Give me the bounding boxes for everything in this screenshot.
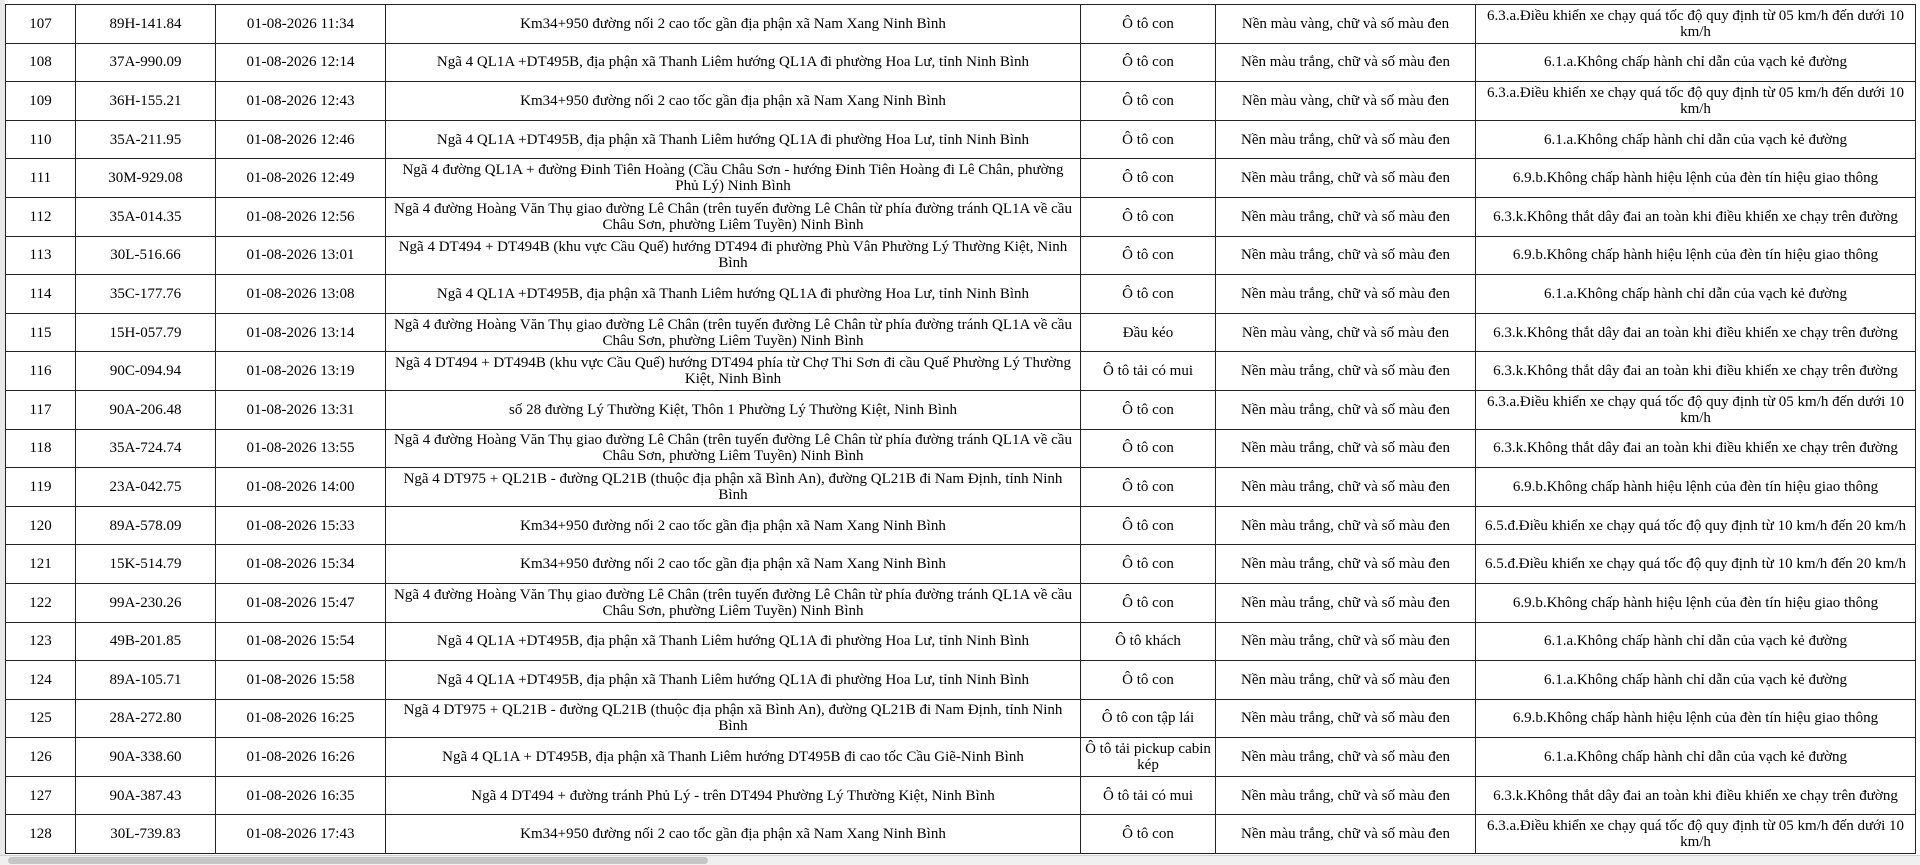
row-number-cell[interactable]: 128 [6, 815, 76, 854]
row-number-cell[interactable]: 113 [6, 236, 76, 275]
license-plate-cell[interactable]: 90A-387.43 [76, 776, 216, 815]
location-cell[interactable]: Ngã 4 DT975 + QL21B - đường QL21B (thuộc địa phận xã Bình An), đường QL21B đi Nam Định, tỉnh Ninh Bình [386, 699, 1081, 738]
timestamp-cell[interactable]: 01-08-2026 15:47 [216, 583, 386, 622]
violation-cell[interactable]: 6.3.k.Không thắt dây đai an toàn khi điều khiển xe chạy trên đường [1476, 352, 1916, 391]
table-row [6, 197, 1916, 236]
row-number-cell[interactable]: 116 [6, 352, 76, 391]
location-cell[interactable]: Ngã 4 DT494 + DT494B (khu vực Cầu Quế) hướng DT494 đi phường Phù Vân Phường Lý Thường Kiệt, Ninh Bình [386, 236, 1081, 275]
row-number-cell[interactable]: 109 [6, 82, 76, 121]
location-cell[interactable]: Km34+950 đường nối 2 cao tốc gần địa phận xã Nam Xang Ninh Bình [386, 545, 1081, 584]
timestamp-cell[interactable]: 01-08-2026 13:01 [216, 236, 386, 275]
table-row [6, 429, 1916, 468]
license-plate-cell[interactable]: 28A-272.80 [76, 699, 216, 738]
license-plate-cell[interactable]: 49B-201.85 [76, 622, 216, 661]
license-plate-cell[interactable]: 15H-057.79 [76, 313, 216, 352]
table-row [6, 545, 1916, 584]
vehicle-type-cell[interactable]: Ô tô con tập lái [1081, 699, 1216, 738]
violation-cell[interactable]: 6.9.b.Không chấp hành hiệu lệnh của đèn tín hiệu giao thông [1476, 583, 1916, 622]
license-plate-cell[interactable]: 15K-514.79 [76, 545, 216, 584]
vehicle-type-cell[interactable]: Ô tô con [1081, 468, 1216, 507]
row-number-cell[interactable]: 108 [6, 43, 76, 82]
vehicle-type-cell[interactable]: Ô tô tải pickup cabin kép [1081, 738, 1216, 777]
plate-color-cell[interactable]: Nền màu trắng, chữ và số màu đen [1216, 738, 1476, 777]
violation-cell[interactable]: 6.3.k.Không thắt dây đai an toàn khi điều khiển xe chạy trên đường [1476, 313, 1916, 352]
license-plate-cell[interactable]: 90A-206.48 [76, 390, 216, 429]
plate-color-cell[interactable]: Nền màu trắng, chữ và số màu đen [1216, 390, 1476, 429]
row-number-cell[interactable]: 122 [6, 583, 76, 622]
plate-color-cell[interactable]: Nền màu vàng, chữ và số màu đen [1216, 82, 1476, 121]
plate-color-cell[interactable]: Nền màu trắng, chữ và số màu đen [1216, 120, 1476, 159]
vehicle-type-cell[interactable]: Ô tô con [1081, 390, 1216, 429]
row-number-cell[interactable]: 120 [6, 506, 76, 545]
violation-cell[interactable]: 6.3.a.Điều khiển xe chạy quá tốc độ quy định từ 05 km/h đến dưới 10 km/h [1476, 82, 1916, 121]
location-cell[interactable]: Km34+950 đường nối 2 cao tốc gần địa phận xã Nam Xang Ninh Bình [386, 5, 1081, 44]
timestamp-cell[interactable]: 01-08-2026 15:54 [216, 622, 386, 661]
violation-cell[interactable]: 6.9.b.Không chấp hành hiệu lệnh của đèn tín hiệu giao thông [1476, 236, 1916, 275]
violation-cell[interactable]: 6.1.a.Không chấp hành chỉ dẫn của vạch kẻ đường [1476, 275, 1916, 314]
timestamp-cell[interactable]: 01-08-2026 15:58 [216, 661, 386, 700]
violation-cell[interactable]: 6.3.a.Điều khiển xe chạy quá tốc độ quy định từ 05 km/h đến dưới 10 km/h [1476, 815, 1916, 854]
vehicle-type-cell[interactable]: Ô tô con [1081, 583, 1216, 622]
license-plate-cell[interactable]: 90A-338.60 [76, 738, 216, 777]
vehicle-type-cell[interactable]: Ô tô con [1081, 236, 1216, 275]
location-cell[interactable]: Ngã 4 đường Hoàng Văn Thụ giao đường Lê Chân (trên tuyến đường Lê Chân từ phía đường tránh QL1A về cầu Châu Sơn, phường Liêm Tuyền) Ninh Bình [386, 197, 1081, 236]
table-row [6, 275, 1916, 314]
violation-cell[interactable]: 6.3.k.Không thắt dây đai an toàn khi điều khiển xe chạy trên đường [1476, 429, 1916, 468]
location-cell[interactable]: Km34+950 đường nối 2 cao tốc gần địa phận xã Nam Xang Ninh Bình [386, 82, 1081, 121]
timestamp-cell[interactable]: 01-08-2026 16:25 [216, 699, 386, 738]
row-number-cell[interactable]: 115 [6, 313, 76, 352]
row-number-cell[interactable]: 124 [6, 661, 76, 700]
table-row [6, 506, 1916, 545]
timestamp-cell[interactable]: 01-08-2026 16:35 [216, 776, 386, 815]
location-cell[interactable]: Km34+950 đường nối 2 cao tốc gần địa phận xã Nam Xang Ninh Bình [386, 815, 1081, 854]
table-row [6, 159, 1916, 198]
location-cell[interactable]: Ngã 4 QL1A +DT495B, địa phận xã Thanh Liêm hướng QL1A đi phường Hoa Lư, tỉnh Ninh Bình [386, 275, 1081, 314]
vehicle-type-cell[interactable]: Đầu kéo [1081, 313, 1216, 352]
plate-color-cell[interactable]: Nền màu trắng, chữ và số màu đen [1216, 661, 1476, 700]
violation-cell[interactable]: 6.1.a.Không chấp hành chỉ dẫn của vạch kẻ đường [1476, 622, 1916, 661]
timestamp-cell[interactable]: 01-08-2026 12:46 [216, 120, 386, 159]
row-number-cell[interactable]: 112 [6, 197, 76, 236]
row-number-cell[interactable]: 110 [6, 120, 76, 159]
violation-cell[interactable]: 6.1.a.Không chấp hành chỉ dẫn của vạch kẻ đường [1476, 738, 1916, 777]
vehicle-type-cell[interactable]: Ô tô con [1081, 661, 1216, 700]
license-plate-cell[interactable]: 36H-155.21 [76, 82, 216, 121]
license-plate-cell[interactable]: 35A-014.35 [76, 197, 216, 236]
license-plate-cell[interactable]: 89H-141.84 [76, 5, 216, 44]
violation-cell[interactable]: 6.1.a.Không chấp hành chỉ dẫn của vạch kẻ đường [1476, 120, 1916, 159]
plate-color-cell[interactable]: Nền màu trắng, chữ và số màu đen [1216, 815, 1476, 854]
violation-cell[interactable]: 6.5.đ.Điều khiển xe chạy quá tốc độ quy định từ 10 km/h đến 20 km/h [1476, 506, 1916, 545]
vehicle-type-cell[interactable]: Ô tô tải có mui [1081, 776, 1216, 815]
table-row [6, 120, 1916, 159]
row-number-cell[interactable]: 123 [6, 622, 76, 661]
plate-color-cell[interactable]: Nền màu trắng, chữ và số màu đen [1216, 43, 1476, 82]
location-cell[interactable]: Ngã 4 đường Hoàng Văn Thụ giao đường Lê Chân (trên tuyến đường Lê Chân từ phía đường tránh QL1A về cầu Châu Sơn, phường Liêm Tuyền) Ninh Bình [386, 429, 1081, 468]
table-row [6, 313, 1916, 352]
timestamp-cell[interactable]: 01-08-2026 13:14 [216, 313, 386, 352]
table-row [6, 5, 1916, 44]
location-cell[interactable]: Ngã 4 QL1A +DT495B, địa phận xã Thanh Liêm hướng QL1A đi phường Hoa Lư, tỉnh Ninh Bình [386, 43, 1081, 82]
plate-color-cell[interactable]: Nền màu vàng, chữ và số màu đen [1216, 313, 1476, 352]
table-row [6, 583, 1916, 622]
timestamp-cell[interactable]: 01-08-2026 12:49 [216, 159, 386, 198]
row-number-cell[interactable]: 114 [6, 275, 76, 314]
license-plate-cell[interactable]: 35C-177.76 [76, 275, 216, 314]
horizontal-scrollbar[interactable] [0, 855, 1920, 865]
timestamp-cell[interactable]: 01-08-2026 13:08 [216, 275, 386, 314]
table-row [6, 43, 1916, 82]
plate-color-cell[interactable]: Nền màu trắng, chữ và số màu đen [1216, 236, 1476, 275]
location-cell[interactable]: Ngã 4 DT975 + QL21B - đường QL21B (thuộc địa phận xã Bình An), đường QL21B đi Nam Định, tỉnh Ninh Bình [386, 468, 1081, 507]
license-plate-cell[interactable]: 89A-105.71 [76, 661, 216, 700]
plate-color-cell[interactable]: Nền màu trắng, chữ và số màu đen [1216, 776, 1476, 815]
plate-color-cell[interactable]: Nền màu trắng, chữ và số màu đen [1216, 468, 1476, 507]
violation-cell[interactable]: 6.9.b.Không chấp hành hiệu lệnh của đèn tín hiệu giao thông [1476, 699, 1916, 738]
timestamp-cell[interactable]: 01-08-2026 13:19 [216, 352, 386, 391]
vehicle-type-cell[interactable]: Ô tô con [1081, 82, 1216, 121]
plate-color-cell[interactable]: Nền màu trắng, chữ và số màu đen [1216, 583, 1476, 622]
plate-color-cell[interactable]: Nền màu trắng, chữ và số màu đen [1216, 622, 1476, 661]
plate-color-cell[interactable]: Nền màu trắng, chữ và số màu đen [1216, 699, 1476, 738]
table-row [6, 390, 1916, 429]
plate-color-cell[interactable]: Nền màu trắng, chữ và số màu đen [1216, 545, 1476, 584]
table-row [6, 738, 1916, 777]
location-cell[interactable]: Ngã 4 DT494 + DT494B (khu vực Cầu Quế) hướng DT494 phía từ Chợ Thi Sơn đi cầu Quế Phường Lý Thường Kiệt, Ninh Bình [386, 352, 1081, 391]
vehicle-type-cell[interactable]: Ô tô con [1081, 120, 1216, 159]
timestamp-cell[interactable]: 01-08-2026 14:00 [216, 468, 386, 507]
violation-cell[interactable]: 6.9.b.Không chấp hành hiệu lệnh của đèn tín hiệu giao thông [1476, 159, 1916, 198]
vehicle-type-cell[interactable]: Ô tô con [1081, 545, 1216, 584]
table-row [6, 82, 1916, 121]
plate-color-cell[interactable]: Nền màu trắng, chữ và số màu đen [1216, 352, 1476, 391]
license-plate-cell[interactable]: 23A-042.75 [76, 468, 216, 507]
location-cell[interactable]: số 28 đường Lý Thường Kiệt, Thôn 1 Phường Lý Thường Kiệt, Ninh Bình [386, 390, 1081, 429]
row-number-cell[interactable]: 119 [6, 468, 76, 507]
location-cell[interactable]: Ngã 4 QL1A +DT495B, địa phận xã Thanh Liêm hướng QL1A đi phường Hoa Lư, tỉnh Ninh Bình [386, 622, 1081, 661]
vehicle-type-cell[interactable]: Ô tô khách [1081, 622, 1216, 661]
table-row [6, 236, 1916, 275]
row-number-cell[interactable]: 117 [6, 390, 76, 429]
license-plate-cell[interactable]: 90C-094.94 [76, 352, 216, 391]
vehicle-type-cell[interactable]: Ô tô con [1081, 159, 1216, 198]
timestamp-cell[interactable]: 01-08-2026 12:43 [216, 82, 386, 121]
vehicle-type-cell[interactable]: Ô tô con [1081, 506, 1216, 545]
violation-cell[interactable]: 6.3.a.Điều khiển xe chạy quá tốc độ quy định từ 05 km/h đến dưới 10 km/h [1476, 5, 1916, 44]
timestamp-cell[interactable]: 01-08-2026 15:34 [216, 545, 386, 584]
license-plate-cell[interactable]: 99A-230.26 [76, 583, 216, 622]
plate-color-cell[interactable]: Nền màu trắng, chữ và số màu đen [1216, 275, 1476, 314]
violation-cell[interactable]: 6.5.đ.Điều khiển xe chạy quá tốc độ quy định từ 10 km/h đến 20 km/h [1476, 545, 1916, 584]
location-cell[interactable]: Ngã 4 đường Hoàng Văn Thụ giao đường Lê Chân (trên tuyến đường Lê Chân từ phía đường tránh QL1A về cầu Châu Sơn, phường Liêm Tuyền) Ninh Bình [386, 313, 1081, 352]
vehicle-type-cell[interactable]: Ô tô con [1081, 429, 1216, 468]
location-cell[interactable]: Ngã 4 QL1A +DT495B, địa phận xã Thanh Liêm hướng QL1A đi phường Hoa Lư, tỉnh Ninh Bình [386, 120, 1081, 159]
row-number-cell[interactable]: 127 [6, 776, 76, 815]
license-plate-cell[interactable]: 35A-724.74 [76, 429, 216, 468]
location-cell[interactable]: Ngã 4 đường QL1A + đường Đinh Tiên Hoàng (Cầu Châu Sơn - hướng Đinh Tiên Hoàng đi Lê Chân, phường Phủ Lý) Ninh Bình [386, 159, 1081, 198]
location-cell[interactable]: Ngã 4 đường Hoàng Văn Thụ giao đường Lê Chân (trên tuyến đường Lê Chân từ phía đường tránh QL1A về cầu Châu Sơn, phường Liêm Tuyền) Ninh Bình [386, 583, 1081, 622]
license-plate-cell[interactable]: 30L-739.83 [76, 815, 216, 854]
timestamp-cell[interactable]: 01-08-2026 12:56 [216, 197, 386, 236]
table-row [6, 815, 1916, 854]
timestamp-cell[interactable]: 01-08-2026 11:34 [216, 5, 386, 44]
timestamp-cell[interactable]: 01-08-2026 12:14 [216, 43, 386, 82]
violation-cell[interactable]: 6.3.a.Điều khiển xe chạy quá tốc độ quy định từ 05 km/h đến dưới 10 km/h [1476, 390, 1916, 429]
license-plate-cell[interactable]: 37A-990.09 [76, 43, 216, 82]
plate-color-cell[interactable]: Nền màu trắng, chữ và số màu đen [1216, 197, 1476, 236]
plate-color-cell[interactable]: Nền màu trắng, chữ và số màu đen [1216, 429, 1476, 468]
row-number-cell[interactable]: 121 [6, 545, 76, 584]
violation-cell[interactable]: 6.9.b.Không chấp hành hiệu lệnh của đèn tín hiệu giao thông [1476, 468, 1916, 507]
table-row [6, 468, 1916, 507]
timestamp-cell[interactable]: 01-08-2026 13:55 [216, 429, 386, 468]
location-cell[interactable]: Ngã 4 QL1A + DT495B, địa phận xã Thanh Liêm hướng DT495B đi cao tốc Cầu Giẽ-Ninh Bình [386, 738, 1081, 777]
timestamp-cell[interactable]: 01-08-2026 13:31 [216, 390, 386, 429]
table-row [6, 622, 1916, 661]
table-row [6, 352, 1916, 391]
license-plate-cell[interactable]: 35A-211.95 [76, 120, 216, 159]
row-number-cell[interactable]: 118 [6, 429, 76, 468]
license-plate-cell[interactable]: 89A-578.09 [76, 506, 216, 545]
location-cell[interactable]: Ngã 4 QL1A +DT495B, địa phận xã Thanh Liêm hướng QL1A đi phường Hoa Lư, tỉnh Ninh Bình [386, 661, 1081, 700]
license-plate-cell[interactable]: 30M-929.08 [76, 159, 216, 198]
plate-color-cell[interactable]: Nền màu trắng, chữ và số màu đen [1216, 506, 1476, 545]
row-number-cell[interactable]: 107 [6, 5, 76, 44]
plate-color-cell[interactable]: Nền màu vàng, chữ và số màu đen [1216, 5, 1476, 44]
location-cell[interactable]: Ngã 4 DT494 + đường tránh Phủ Lý - trên DT494 Phường Lý Thường Kiệt, Ninh Bình [386, 776, 1081, 815]
license-plate-cell[interactable]: 30L-516.66 [76, 236, 216, 275]
location-cell[interactable]: Km34+950 đường nối 2 cao tốc gần địa phận xã Nam Xang Ninh Bình [386, 506, 1081, 545]
table-body [6, 5, 1916, 854]
violation-cell[interactable]: 6.3.k.Không thắt dây đai an toàn khi điều khiển xe chạy trên đường [1476, 197, 1916, 236]
violation-table [5, 4, 1916, 854]
vehicle-type-cell[interactable]: Ô tô con [1081, 275, 1216, 314]
table-row [6, 661, 1916, 700]
row-number-cell[interactable]: 111 [6, 159, 76, 198]
vehicle-type-cell[interactable]: Ô tô con [1081, 197, 1216, 236]
violation-cell[interactable]: 6.1.a.Không chấp hành chỉ dẫn của vạch kẻ đường [1476, 43, 1916, 82]
table-row [6, 776, 1916, 815]
timestamp-cell[interactable]: 01-08-2026 15:33 [216, 506, 386, 545]
table-row [6, 699, 1916, 738]
timestamp-cell[interactable]: 01-08-2026 17:43 [216, 815, 386, 854]
row-number-cell[interactable]: 126 [6, 738, 76, 777]
row-number-cell[interactable]: 125 [6, 699, 76, 738]
timestamp-cell[interactable]: 01-08-2026 16:26 [216, 738, 386, 777]
violation-cell[interactable]: 6.3.k.Không thắt dây đai an toàn khi điều khiển xe chạy trên đường [1476, 776, 1916, 815]
plate-color-cell[interactable]: Nền màu trắng, chữ và số màu đen [1216, 159, 1476, 198]
vehicle-type-cell[interactable]: Ô tô con [1081, 5, 1216, 44]
vehicle-type-cell[interactable]: Ô tô tải có mui [1081, 352, 1216, 391]
violation-cell[interactable]: 6.1.a.Không chấp hành chỉ dẫn của vạch kẻ đường [1476, 661, 1916, 700]
vehicle-type-cell[interactable]: Ô tô con [1081, 43, 1216, 82]
vehicle-type-cell[interactable]: Ô tô con [1081, 815, 1216, 854]
scrollbar-thumb[interactable] [8, 857, 708, 864]
